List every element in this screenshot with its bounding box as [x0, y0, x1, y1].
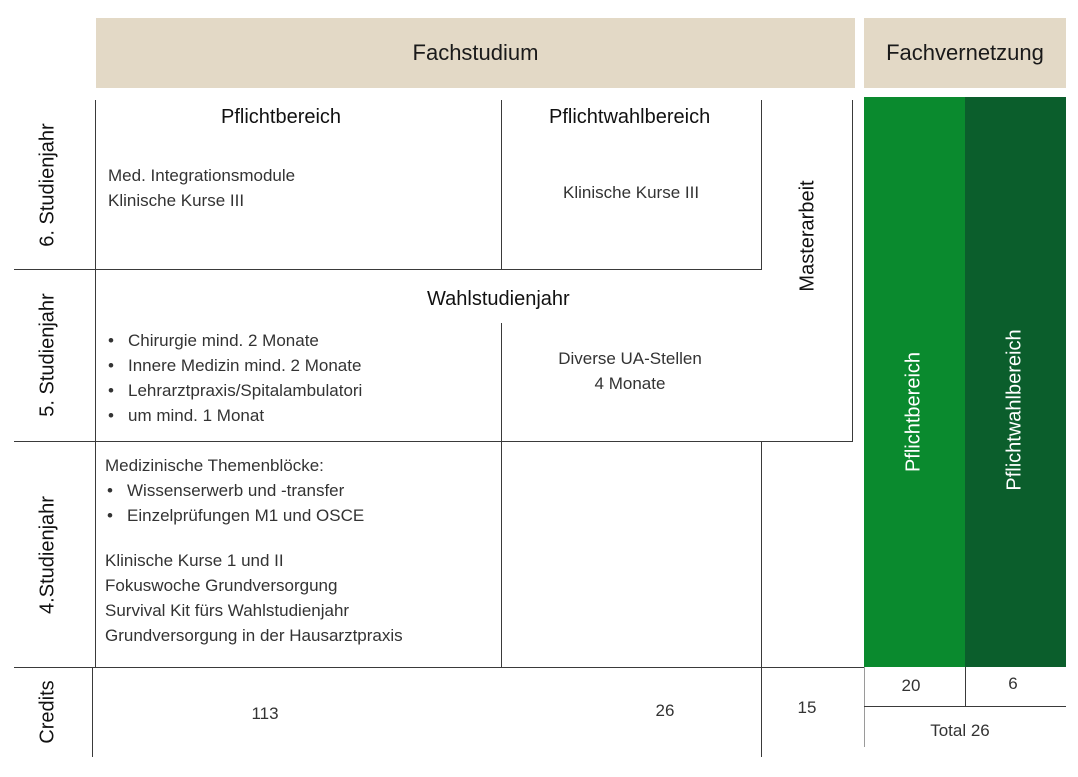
year5-bullet-cont: um mind. 1 Monat	[128, 406, 265, 425]
credits-fv-wahl: 6	[1008, 674, 1018, 693]
fv-wahl-label: Pflichtwahlbereich	[1003, 329, 1026, 491]
fv-credit-divider-mid	[965, 667, 966, 706]
row-label-year4: 4.Studienjahr	[36, 496, 59, 614]
divider-credits-left	[92, 667, 93, 757]
year4-line-3: Survival Kit fürs Wahlstudienjahr	[105, 601, 350, 620]
credits-fv-pflicht: 20	[901, 676, 921, 695]
year4-line-4: Grundversorgung in der Hausarztpraxis	[105, 626, 403, 645]
year5-right-text	[530, 346, 730, 396]
pflichtwahlbereich-title: Pflichtwahlbereich	[549, 106, 711, 128]
year4-spacer	[105, 528, 403, 548]
year5-bullet-3: • Lehrarztpraxis/Spitalambulatori	[106, 378, 362, 403]
divider-year6-bottom	[14, 269, 762, 270]
pflichtbereich-title: Pflichtbereich	[221, 106, 342, 128]
divider-year5-bottom	[14, 441, 853, 442]
row-label-year6: 6. Studienjahr	[36, 123, 59, 247]
divider-master-right	[852, 100, 853, 441]
masterarbeit-label: Masterarbeit	[796, 180, 819, 292]
year5-left-text	[106, 328, 362, 428]
row-label-credits: Credits	[36, 680, 59, 744]
header-fachvernetzung	[864, 18, 1066, 88]
credits-master: 15	[797, 698, 817, 717]
credits-pflicht: 113	[251, 704, 279, 723]
year6-wahl-text: Klinische Kurse III	[563, 183, 700, 202]
divider-year4-bottom	[14, 667, 864, 668]
row-label-year5: 5. Studienjahr	[36, 293, 59, 417]
year4-line-1: Klinische Kurse 1 und II	[105, 551, 284, 570]
year6-pflicht-text	[108, 163, 295, 213]
year5-bullet-2: • Innere Medizin mind. 2 Monate	[106, 353, 362, 378]
header-fachstudium-label: Fachstudium	[412, 40, 539, 65]
divider-middle	[501, 100, 502, 270]
year4-bullet-2: • Einzelprüfungen M1 und OSCE	[105, 503, 403, 528]
year6-pflicht-line-2: Klinische Kurse III	[108, 191, 245, 210]
year5-right-line-2: 4 Monate	[594, 374, 666, 393]
fv-credit-divider-left	[864, 667, 865, 747]
credits-total: Total 26	[930, 721, 990, 740]
divider-master-left	[761, 100, 762, 270]
divider-left	[95, 100, 96, 667]
year5-right-line-1: Diverse UA-Stellen	[558, 349, 702, 368]
year5-bullet-1: • Chirurgie mind. 2 Monate	[106, 328, 362, 353]
fv-pflicht-label: Pflichtbereich	[902, 351, 925, 473]
year4-text	[105, 453, 403, 648]
divider-master-left-lower	[761, 441, 762, 757]
year4-bullet-1: • Wissenserwerb und -transfer	[105, 478, 403, 503]
year5-bullet-3-cont	[106, 403, 362, 428]
year4-line-2: Fokuswoche Grundversorgung	[105, 576, 338, 595]
wahlstudienjahr-title: Wahlstudienjahr	[427, 288, 570, 310]
header-fachstudium	[96, 18, 855, 88]
fv-credit-divider-h	[864, 706, 1066, 707]
divider-middle-5	[501, 323, 502, 667]
year6-pflicht-line-1: Med. Integrationsmodule	[108, 166, 296, 185]
year4-intro: Medizinische Themenblöcke:	[105, 456, 324, 475]
header-fachvernetzung-label: Fachvernetzung	[886, 40, 1044, 65]
credits-pflichtwahl: 26	[655, 701, 675, 720]
